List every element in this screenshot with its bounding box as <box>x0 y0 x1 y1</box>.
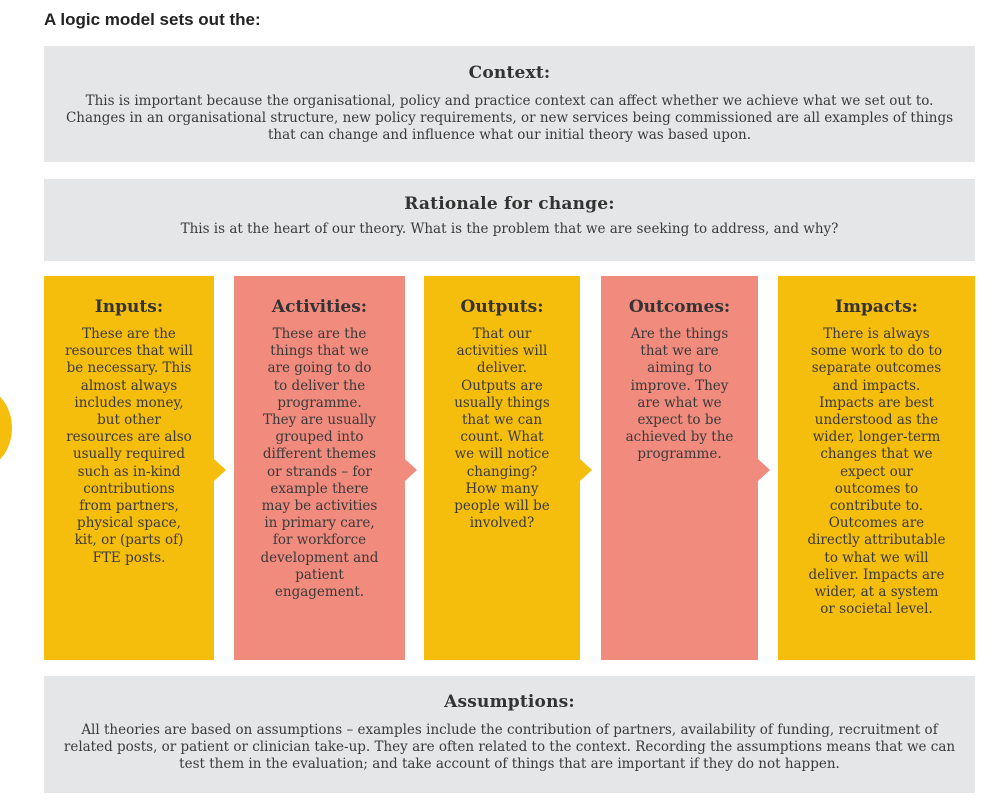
activities-box <box>234 276 405 660</box>
impacts-box <box>778 276 975 660</box>
outcomes-arrow <box>758 459 770 481</box>
decorative-circle <box>0 388 12 468</box>
outputs-body: That our activities will deliver. Outputs are usually things that we can count. What we will notice changing? How many people will be involved? <box>454 326 550 532</box>
context-panel <box>44 46 975 162</box>
rationale-panel <box>44 179 975 261</box>
assumptions-body: All theories are based on assumptions – examples include the contribution of partners, availability of funding, recruitment of related posts, or patient or clinician take-up. They are often related to the context. Recording the assumptions means that we can test them in the evaluation; and take account of things that are important if they do not happen. <box>63 722 956 772</box>
inputs-body: These are the resources that will be necessary. This almost always includes money, but other resources are also usually required such as in-kind contributions from partners, physical space, kit, or (parts of) FTE posts. <box>65 326 193 566</box>
outcomes-title: Outcomes: <box>628 297 731 317</box>
outputs-arrow <box>580 459 592 481</box>
inputs-title: Inputs: <box>94 297 164 317</box>
outputs-box <box>424 276 580 660</box>
page-heading: A logic model sets out the: <box>44 10 261 29</box>
assumptions-title: Assumptions: <box>444 692 575 712</box>
inputs-arrow <box>214 459 226 481</box>
context-body: This is important because the organisational, policy and practice context can affect whether we achieve what we set out to. Changes in an organisational structure, new policy requirements, or new services being commissioned are all examples of things that can change and influence what our initial theory was based upon. <box>65 93 954 143</box>
context-title: Context: <box>468 63 551 83</box>
inputs-box <box>44 276 214 660</box>
rationale-body: This is at the heart of our theory. What is the problem that we are seeking to address, and why? <box>180 221 839 237</box>
outcomes-box <box>601 276 758 660</box>
outputs-title: Outputs: <box>460 297 544 317</box>
impacts-title: Impacts: <box>835 297 918 317</box>
activities-body: These are the things that we are going to do to deliver the programme. They are usually grouped into different themes or strands – for example there may be activities in primary care, for workforce development and patient engagement. <box>260 326 379 601</box>
outcomes-body: Are the things that we are aiming to improve. They are what we expect to be achieved by the programme. <box>625 326 734 463</box>
impacts-body: There is always some work to do to separate outcomes and impacts. Impacts are best understood as the wider, longer-term changes that we expect our outcomes to contribute to. Outcomes are directly attributable to what we will deliver. Impacts are wider, at a system or societal level. <box>807 326 946 618</box>
activities-arrow <box>405 459 417 481</box>
rationale-title: Rationale for change: <box>404 194 615 214</box>
assumptions-panel <box>44 676 975 793</box>
activities-title: Activities: <box>271 297 368 317</box>
